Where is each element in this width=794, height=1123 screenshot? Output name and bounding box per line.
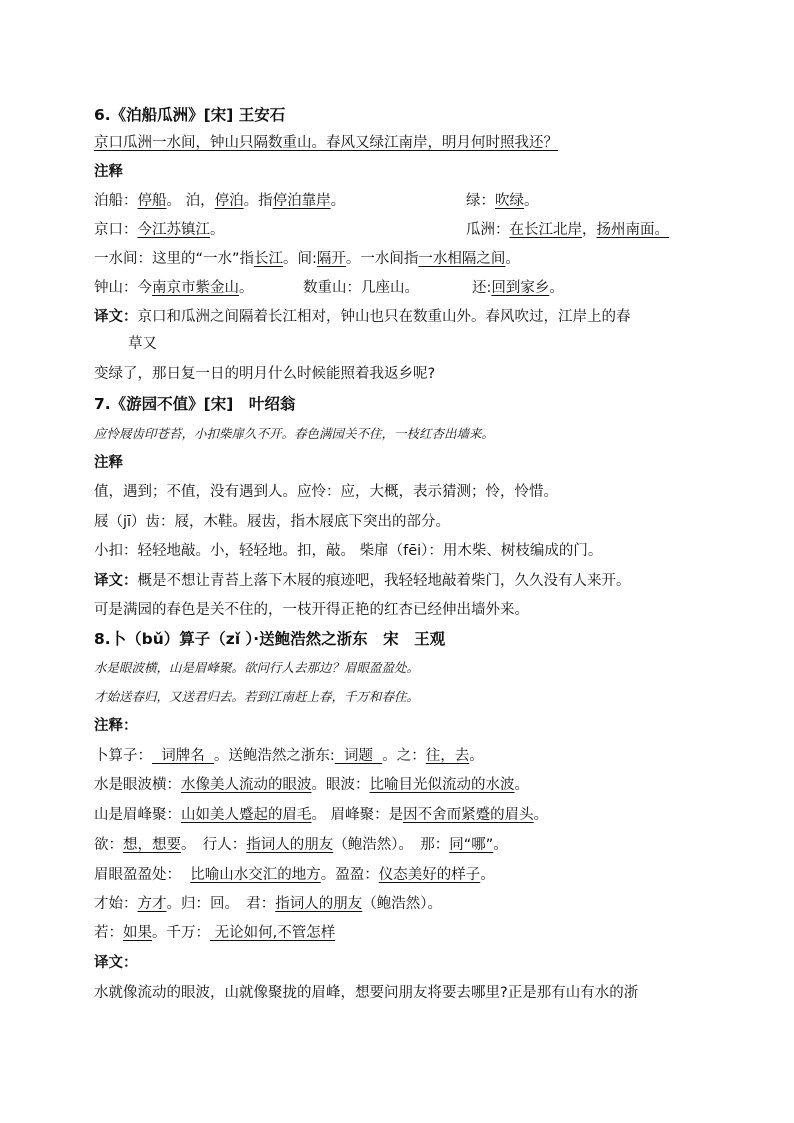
section-6-notes-label: 注释 (94, 164, 123, 180)
section-8-notes-label: 注释： (94, 718, 138, 734)
section-6-note-2: 京口：今江苏镇江。 (94, 222, 225, 238)
section-6-translation-1: 译文：京口和瓜洲之间隔着长江相对，钟山也只在数重山外。春风吹过，江岸上的春 (94, 309, 631, 325)
section-6-note-1: 泊船：停船。 泊，停泊。指停泊靠岸。 (94, 193, 346, 209)
section-7-title: 7.《游园不值》[宋] 叶绍翁 (94, 395, 296, 413)
section-6-title: 6.《泊船瓜洲》[宋] 王安石 (94, 106, 286, 124)
section-7-note-2: 屐（jī）齿：屐，木鞋。屐齿，指木屐底下突出的部分。 (94, 514, 451, 530)
section-6-translation-2: 草又 (128, 336, 157, 352)
section-8-poem-2: 才始送春归，又送君归去。若到江南赶上春，千万和春住。 (94, 689, 420, 704)
section-7-notes-label: 注释 (94, 455, 123, 471)
section-7-translation-2: 可是满园的春色是关不住的，一枝开得正艳的红杏已经伸出墙外来。 (94, 602, 529, 618)
section-6-note-2b: 瓜洲：在长江北岸，扬州南面。 (466, 222, 669, 238)
section-6-note-4c: 还:回到家乡。 (472, 280, 564, 296)
section-8-note-2: 水是眼波横：水像美人流动的眼波。眼波：比喻目光似流动的水波。 (94, 777, 529, 793)
section-7-note-1: 值，遇到；不值，没有遇到人。应怜：应，大概，表示猜测；怜，怜惜。 (94, 484, 558, 500)
section-8-note-7: 若：如果。千万： 无论如何,不管怎样 (94, 925, 336, 941)
section-8-note-6: 才始：方才。归：回。 君：指词人的朋友（鲍浩然）。 (94, 896, 442, 912)
section-6-note-4b: 数重山：几座山。 (303, 280, 419, 296)
section-8-translation-1: 水就像流动的眼波，山就像聚拢的眉峰，想要问朋友将要去哪里?正是那有山有水的浙 (94, 985, 639, 1001)
section-6-translation-3: 变绿了，那日复一日的明月什么时候能照着我返乡呢? (94, 366, 436, 382)
section-6-poem: 京口瓜洲一水间，钟山只隔数重山。春风又绿江南岸，明月何时照我还？ (94, 135, 558, 151)
section-8-note-5: 眉眼盈盈处： 比喻山水交汇的地方。盈盈：仪态美好的样子。 (94, 867, 495, 883)
section-8-note-4: 欲：想，想要。 行人：指词人的朋友（鲍浩然）。 那：同“哪”。 (94, 837, 508, 853)
section-7-poem: 应怜屐齿印苍苔，小扣柴扉久不开。春色满园关不住，一枝红杏出墙来。 (94, 426, 495, 441)
section-8-title: 8.卜（bǔ）算子（zǐ ）·送鲍浩然之浙东 宋 王观 (94, 630, 446, 648)
section-7-translation-1: 译文：概是不想让青苔上落下木屐的痕迹吧，我轻轻地敲着柴门，久久没有人来开。 (94, 573, 631, 589)
section-8-translation-label: 译文： (94, 955, 138, 971)
section-8-poem-1: 水是眼波横，山是眉峰聚。欲问行人去那边？眉眼盈盈处。 (94, 660, 420, 675)
section-6-note-4: 钟山：今南京市紫金山。 (94, 280, 254, 296)
section-8-note-3: 山是眉峰聚：山如美人蹙起的眉毛。 眉峰聚：是因不舍而紧蹙的眉头。 (94, 807, 549, 823)
section-7-note-3: 小扣：轻轻地敲。小，轻轻地。扣，敲。 柴扉（fēi）：用木柴、树枝编成的门。 (94, 543, 603, 559)
section-8-note-1: 卜算子： 词牌名 。送鲍浩然之浙东: 词题 。之：往，去。 (94, 748, 484, 764)
section-6-note-1b: 绿：吹绿。 (466, 193, 539, 209)
section-6-note-3: 一水间：这里的“一水”指长江。间:隔开。一水间指一水相隔之间。 (94, 251, 520, 267)
